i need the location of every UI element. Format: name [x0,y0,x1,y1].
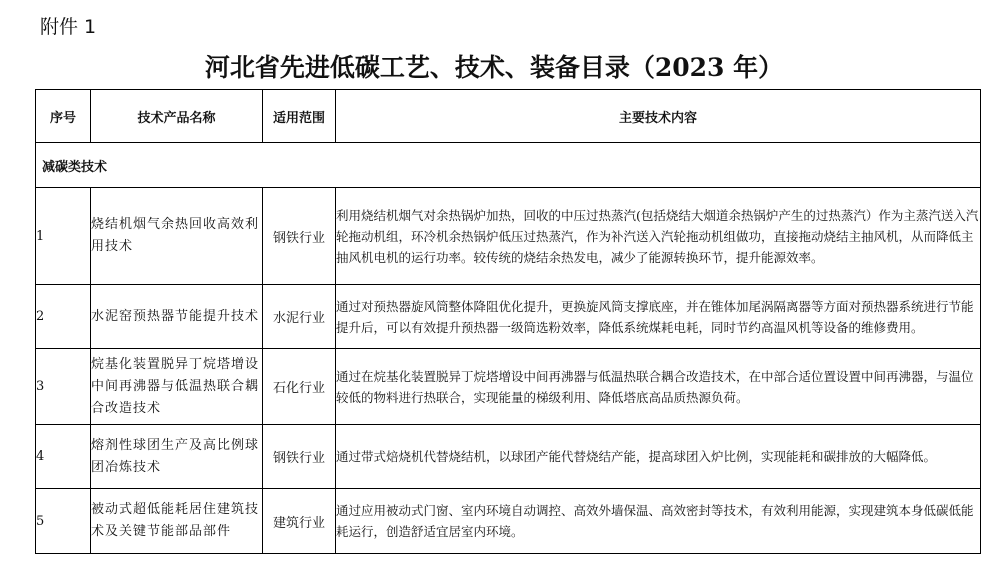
header-content: 主要技术内容 [336,90,981,143]
table-row [36,425,981,489]
row-scope: 石化行业 [263,349,336,425]
table-row [36,285,981,349]
row-seq: 3 [36,349,91,425]
row-seq: 4 [36,425,91,489]
section-row [36,143,981,188]
row-name: 烧结机烟气余热回收高效利用技术 [91,188,263,285]
row-name: 熔剂性球团生产及高比例球团冶炼技术 [91,425,263,489]
row-name: 水泥窑预热器节能提升技术 [91,285,263,349]
row-seq: 1 [36,188,91,285]
attachment-label: 附件 1 [40,16,97,38]
row-scope: 钢铁行业 [263,188,336,285]
table-row [36,349,981,425]
row-scope: 建筑行业 [263,489,336,554]
header-name: 技术产品名称 [91,90,263,143]
row-scope: 水泥行业 [263,285,336,349]
row-content: 通过应用被动式门窗、室内环境自动调控、高效外墙保温、高效密封等技术，有效利用能源，实现建筑本身低碳低能耗运行，创造舒适宜居室内环境。 [336,489,981,554]
row-content: 利用烧结机烟气对余热锅炉加热，回收的中压过热蒸汽(包括烧结大烟道余热锅炉产生的过热蒸汽）作为主蒸汽送入汽轮拖动机组，环冷机余热锅炉低压过热蒸汽，作为补汽送入汽轮拖动机组做功，直接拖动烧结主抽风机，从而降低主抽风机电机的运行功率。较传统的烧结余热发电，减少了能源转换环节，提升能源效率。 [336,188,981,285]
table-header-row [36,90,981,143]
row-content: 通过对预热器旋风筒整体降阻优化提升，更换旋风筒支撑底座，并在锥体加尾涡隔离器等方面对预热器系统进行节能提升后，可以有效提升预热器一级筒选粉效率，降低系统煤耗电耗，同时节约高温风机等设备的维修费用。 [336,285,981,349]
table-row [36,489,981,554]
row-seq: 5 [36,489,91,554]
catalog-table [35,89,981,554]
header-seq: 序号 [36,90,91,143]
header-scope: 适用范围 [263,90,336,143]
section-title: 减碳类技术 [36,143,981,188]
row-seq: 2 [36,285,91,349]
row-name: 烷基化装置脱异丁烷塔增设中间再沸器与低温热联合耦合改造技术 [91,349,263,425]
table-row [36,188,981,285]
document-title: 河北省先进低碳工艺、技术、装备目录（2023 年） [204,53,784,82]
row-name: 被动式超低能耗居住建筑技术及关键节能部品部件 [91,489,263,554]
row-content: 通过在烷基化装置脱异丁烷塔增设中间再沸器与低温热联合耦合改造技术，在中部合适位置设置中间再沸器，与温位较低的物料进行热联合，实现能量的梯级利用、降低塔底高品质热源负荷。 [336,349,981,425]
row-content: 通过带式焙烧机代替烧结机，以球团产能代替烧结产能，提高球团入炉比例，实现能耗和碳排放的大幅降低。 [336,425,981,489]
row-scope: 钢铁行业 [263,425,336,489]
